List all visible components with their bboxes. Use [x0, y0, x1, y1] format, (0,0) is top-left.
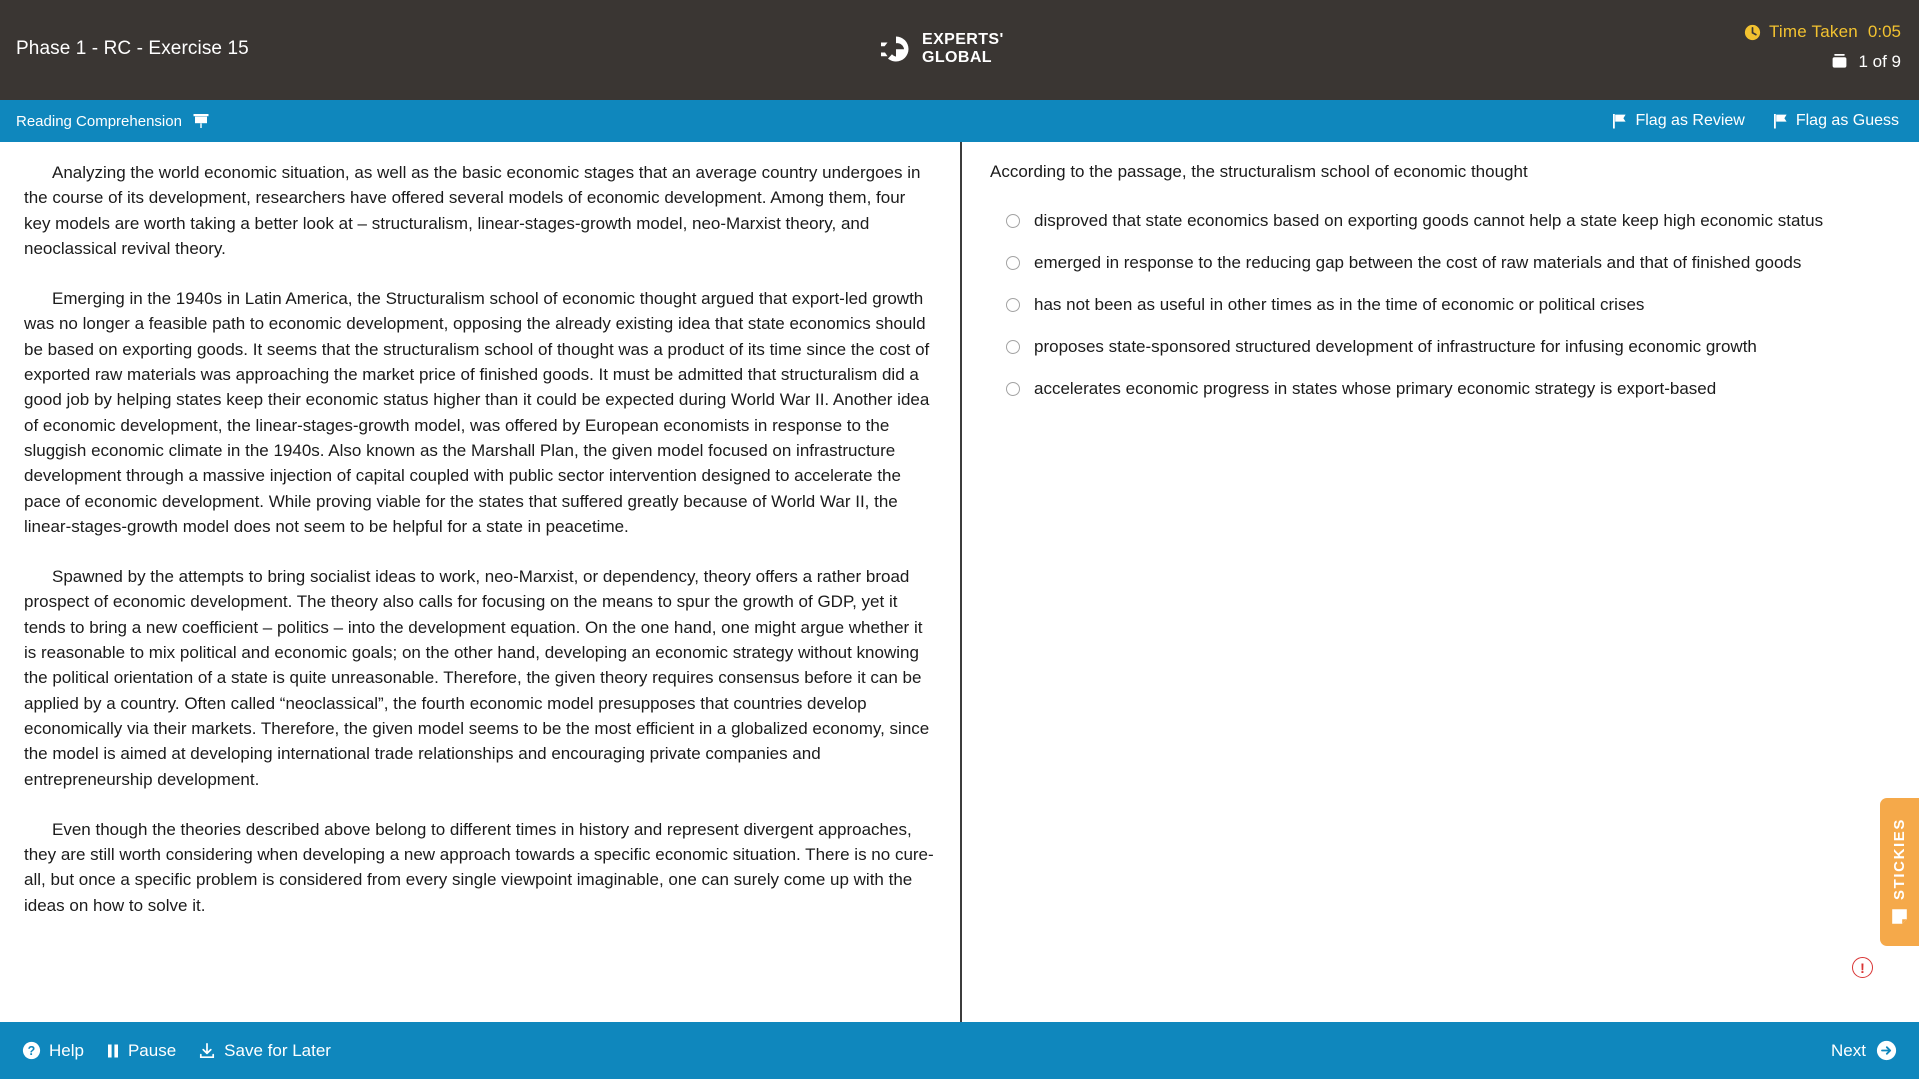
time-taken-value: 0:05 [1867, 22, 1901, 41]
download-icon [198, 1042, 216, 1060]
save-for-later-label: Save for Later [224, 1040, 331, 1060]
radio-button[interactable] [1006, 214, 1020, 228]
flag-as-guess-label: Flag as Guess [1795, 112, 1899, 129]
flag-icon [1612, 113, 1627, 129]
sticky-note-icon [1890, 907, 1909, 926]
radio-button[interactable] [1006, 340, 1020, 354]
answer-option[interactable] [990, 332, 1893, 362]
flag-button-group [1612, 112, 1899, 130]
whiteboard-icon[interactable] [192, 112, 210, 130]
answer-option[interactable] [990, 206, 1893, 236]
pause-button[interactable] [106, 1041, 176, 1061]
arrow-right-circle-icon [1876, 1040, 1897, 1061]
passage-paragraph: Analyzing the world economic situation, as well as the basic economic stages that an average country undergoes in the course of its development, researchers have offered several models of economic development. Among them, four key models are worth taking a better look at – structuralism, linear-stages-growth model, neo-Marxist theory, and neoclassical revival theory. [24, 163, 921, 258]
brand-logo [879, 32, 1004, 66]
question-stem: According to the passage, the structuralism school of economic thought [990, 162, 1528, 181]
section-label-group [16, 112, 210, 130]
main-content [0, 142, 1919, 1022]
brand-wordmark [922, 32, 1004, 66]
answer-option-label: proposes state-sponsored structured development of infrastructure for infusing economic growth [1034, 337, 1757, 356]
pause-icon [106, 1043, 120, 1059]
clock-icon [1744, 24, 1761, 41]
passage-pane [0, 142, 958, 1022]
next-label: Next [1831, 1040, 1866, 1060]
question-stack-icon [1830, 53, 1849, 71]
help-label: Help [49, 1040, 84, 1060]
next-button[interactable] [1831, 1040, 1897, 1061]
flag-as-review-label: Flag as Review [1635, 112, 1745, 129]
passage-paragraph: Even though the theories described above belong to different times in history and represent divergent approaches, they are still worth considering when developing a new approach towards a specific economic situation. There is no cure-all, but once a specific problem is considered from every single viewpoint imaginable, one can surely come up with the ideas on how to solve it. [24, 819, 934, 915]
save-for-later-button[interactable] [198, 1041, 331, 1061]
section-toolbar [0, 100, 1919, 142]
help-button[interactable] [22, 1041, 84, 1061]
help-circle-icon [22, 1041, 41, 1060]
answer-option-label: disproved that state economics based on exporting goods cannot help a state keep high economic status [1034, 211, 1824, 230]
footer-left-group [22, 1041, 331, 1061]
svg-text:?: ? [27, 1044, 36, 1058]
radio-button[interactable] [1006, 298, 1020, 312]
brand-line-1: EXPERTS' [922, 31, 1004, 48]
stickies-tab[interactable] [1880, 798, 1919, 946]
section-label: Reading Comprehension [16, 112, 182, 130]
pause-label: Pause [127, 1040, 177, 1060]
radio-button[interactable] [1006, 382, 1020, 396]
top-header [0, 0, 1919, 100]
answer-option[interactable] [990, 290, 1893, 320]
time-taken-label: Time Taken [1768, 22, 1858, 41]
flag-as-guess-button[interactable] [1773, 112, 1899, 130]
time-taken [1744, 22, 1901, 42]
answer-option-label: accelerates economic progress in states whose primary economic strategy is export-based [1034, 379, 1717, 398]
page-title: Phase 1 - RC - Exercise 15 [16, 38, 249, 59]
passage-paragraph: Emerging in the 1940s in Latin America, the Structuralism school of economic thought argued that export-led growth was no longer a feasible path to economic development, opposing the already existing idea that state economics should be based on exporting goods. It seems that the structuralism school of thought was a product of its time since the cost of exported raw materials was approaching the market price of finished goods. It must be admitted that structuralism did a good job by helping states keep their economic status higher than it could be expected during World War II. Another idea of economic development, the linear-stages-growth model, was offered by European economists in response to the sluggish economic climate in the 1940s. Also known as the Marshall Plan, the given model focused on infrastructure development through a massive injection of capital coupled with public sector intervention designed to accelerate the pace of economic development. While proving viable for the states that suffered greatly because of World War II, the linear-stages-growth model does not seem to be helpful for a state in peacetime. [24, 289, 930, 536]
answer-option[interactable] [990, 374, 1893, 404]
experts-global-logo-icon [879, 32, 913, 66]
answer-option[interactable] [990, 248, 1893, 278]
question-pane [962, 142, 1919, 1022]
answer-option-label: emerged in response to the reducing gap between the cost of raw materials and that of finished goods [1034, 253, 1802, 272]
stickies-label: STICKIES [1891, 817, 1908, 900]
radio-button[interactable] [1006, 256, 1020, 270]
brand-line-2: GLOBAL [922, 49, 992, 66]
question-counter-label: 1 of 9 [1858, 52, 1901, 71]
header-status-group [1744, 22, 1901, 72]
flag-icon [1773, 113, 1788, 129]
passage-paragraph: Spawned by the attempts to bring socialist ideas to work, neo-Marxist, or dependency, theory offers a rather broad prospect of economic development. The theory also calls for focusing on the means to spur the growth of GDP, yet it tends to bring a new coefficient – politics – into the development equation. On the one hand, one might argue whether it is reasonable to mix political and economic goals; on the other hand, developing an economic strategy without knowing the political orientation of a state is quite unreasonable. Therefore, the given theory requires consensus before it can be applied by a country. Often called “neoclassical”, the fourth economic model presupposes that countries develop economically via their markets. Therefore, the given model seems to be the most efficient in a globalized economy, since the model is aimed at developing international trade relationships and encouraging private companies and entrepreneurship development. [24, 567, 930, 789]
answer-option-label: has not been as useful in other times as in the time of economic or political crises [1034, 295, 1645, 314]
footer-toolbar [0, 1022, 1919, 1079]
flag-as-review-button[interactable] [1612, 112, 1744, 130]
warning-icon[interactable]: ! [1852, 957, 1873, 978]
question-counter [1744, 52, 1901, 72]
